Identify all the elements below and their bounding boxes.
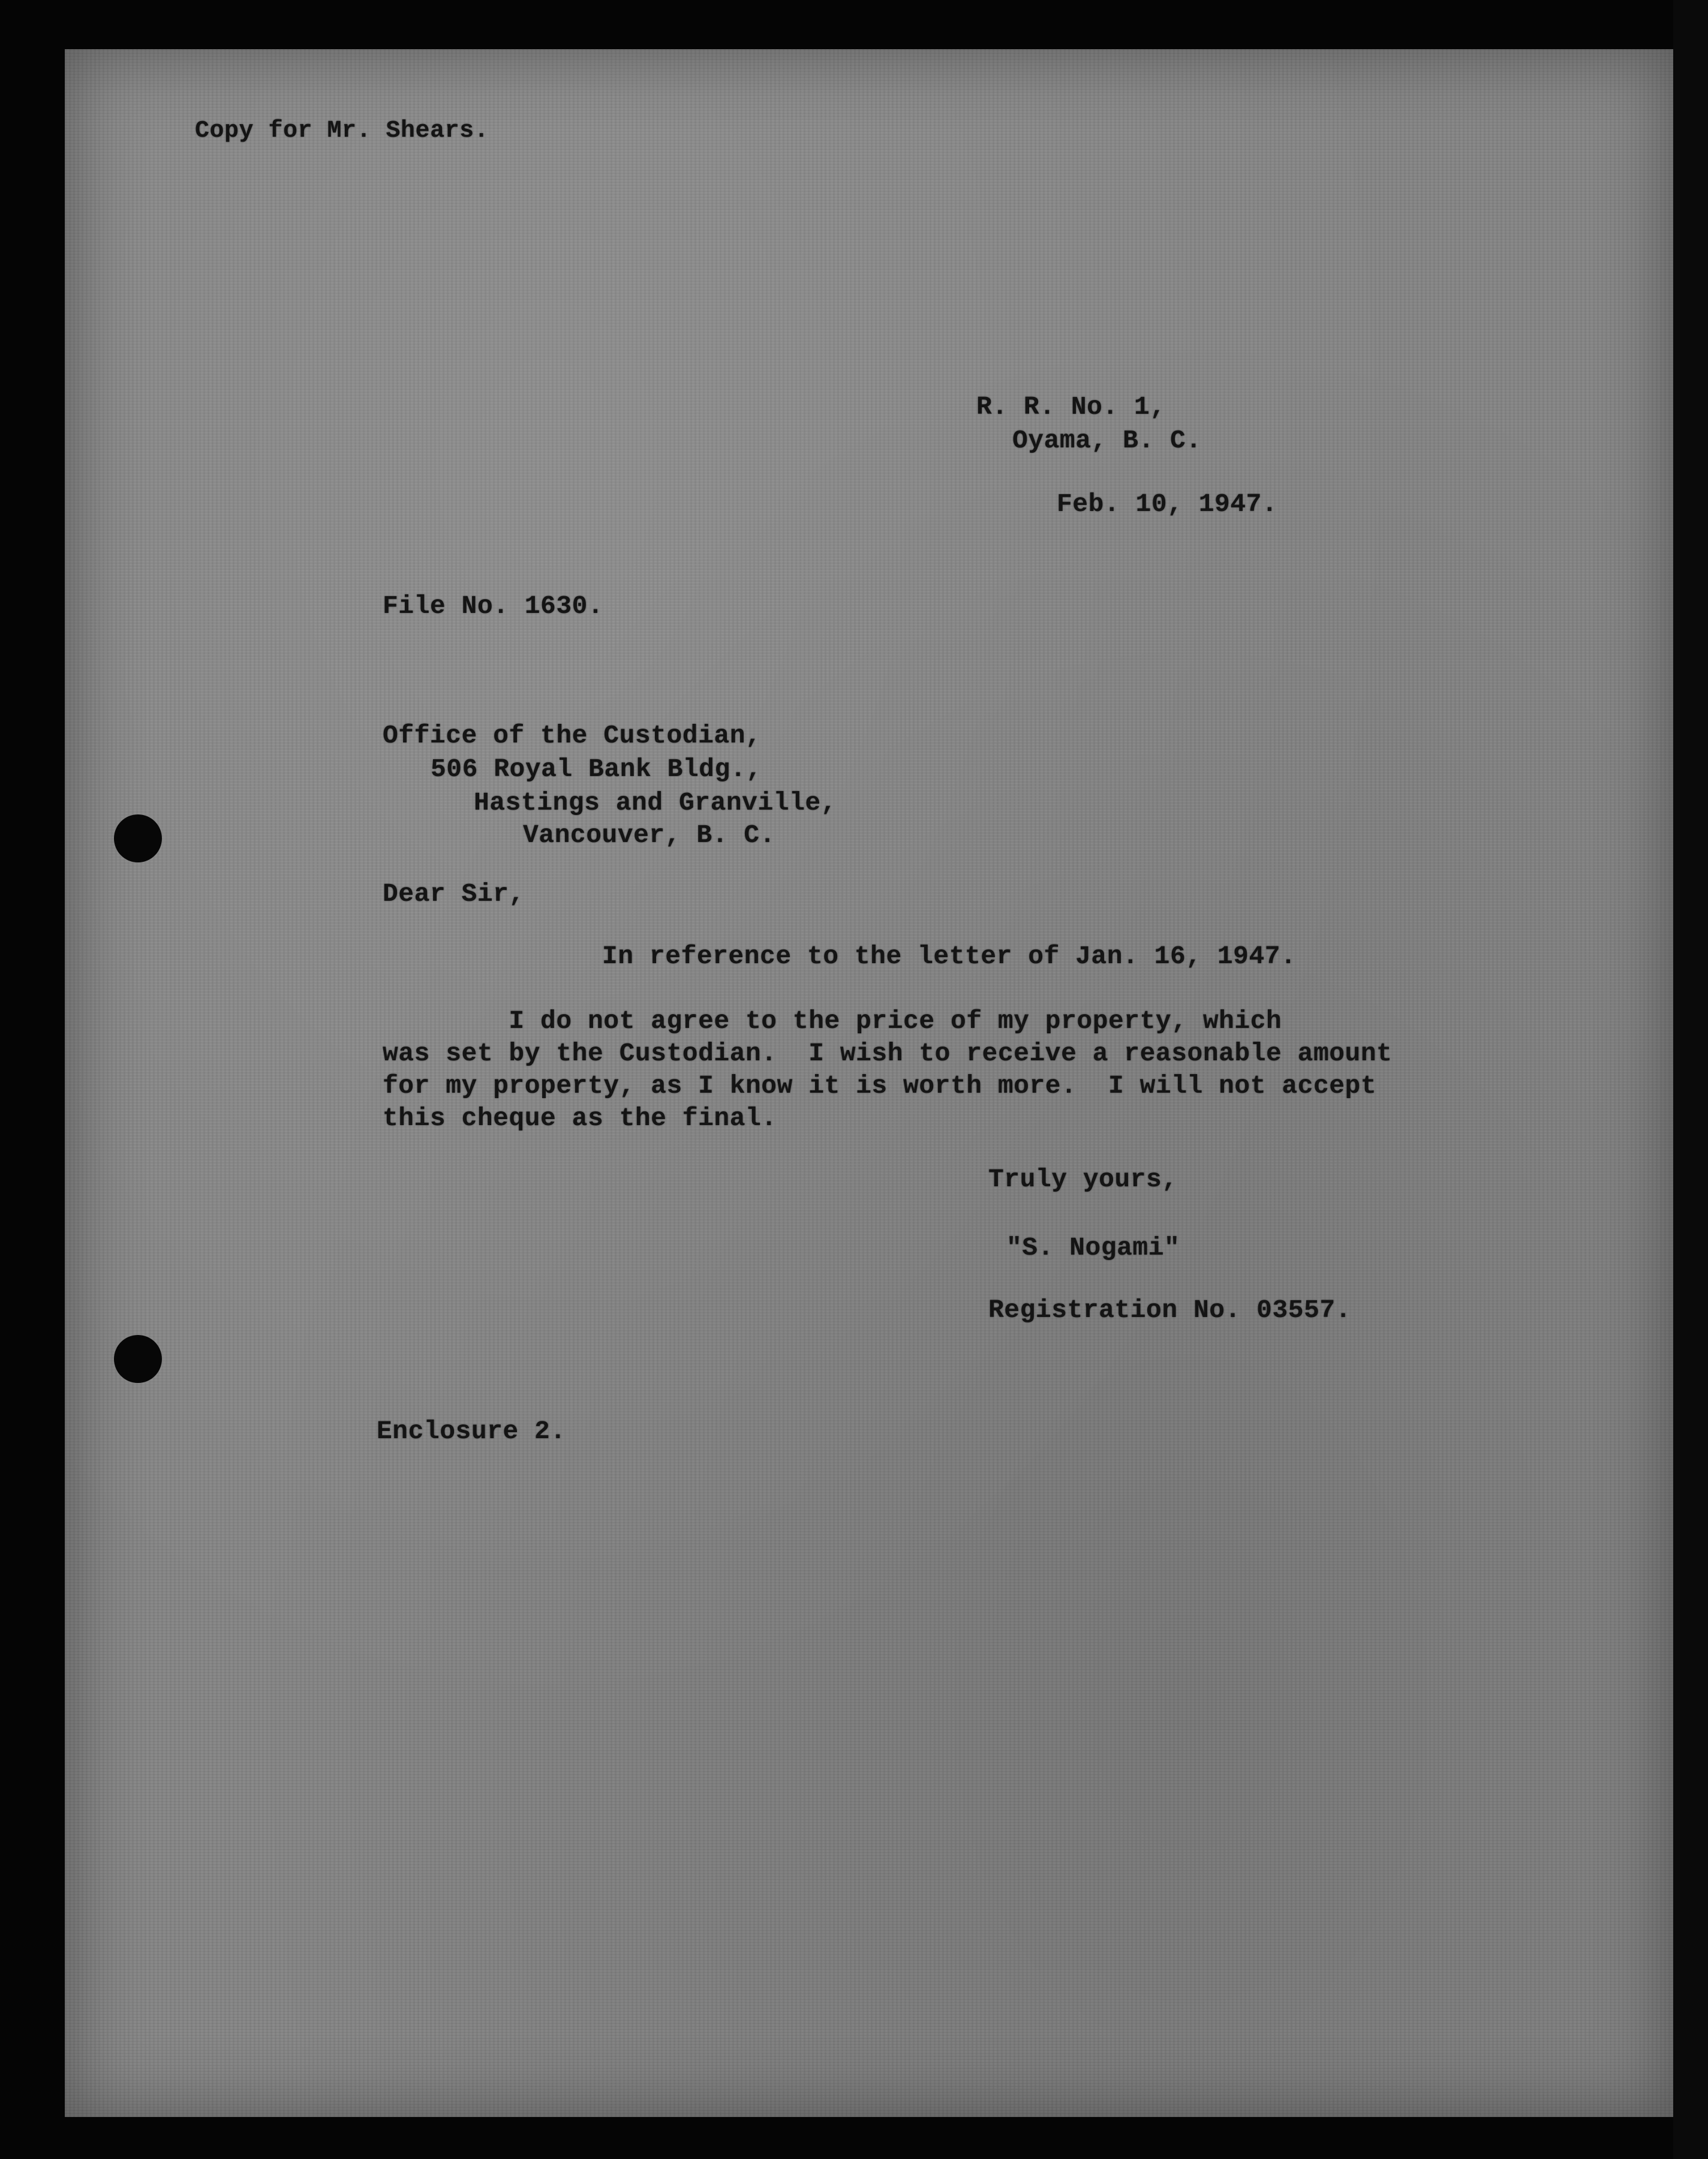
sender-address-line-1: R. R. No. 1,	[976, 392, 1166, 422]
signature: "S. Nogami"	[1006, 1233, 1180, 1262]
recipient-address-line-1: Office of the Custodian,	[383, 721, 762, 750]
recipient-address-line-4: Vancouver, B. C.	[523, 820, 775, 850]
file-number: File No. 1630.	[383, 591, 604, 621]
binder-hole-top	[114, 814, 162, 862]
body-line: was set by the Custodian. I wish to receive a reasonable amount	[383, 1039, 1393, 1068]
reference-line: In reference to the letter of Jan. 16, 1947.	[602, 942, 1297, 971]
closing: Truly yours,	[988, 1165, 1178, 1194]
salutation: Dear Sir,	[383, 879, 525, 909]
body-paragraph	[383, 1005, 1392, 1135]
enclosure-note: Enclosure 2.	[377, 1417, 566, 1446]
body-line: I do not agree to the price of my property, which	[383, 1006, 1282, 1036]
body-line: this cheque as the final.	[383, 1103, 777, 1133]
letter-date: Feb. 10, 1947.	[1057, 489, 1278, 519]
recipient-address-line-2: 506 Royal Bank Bldg.,	[431, 754, 762, 784]
scan-edge	[1673, 0, 1708, 2159]
sender-address-line-2: Oyama, B. C.	[1012, 426, 1202, 455]
body-line: for my property, as I know it is worth more. I will not accept	[383, 1071, 1377, 1100]
registration-number: Registration No. 03557.	[988, 1295, 1351, 1325]
copy-note: Copy for Mr. Shears.	[195, 118, 489, 145]
binder-hole-bottom	[114, 1335, 162, 1383]
recipient-address-line-3: Hastings and Granville,	[474, 788, 837, 817]
